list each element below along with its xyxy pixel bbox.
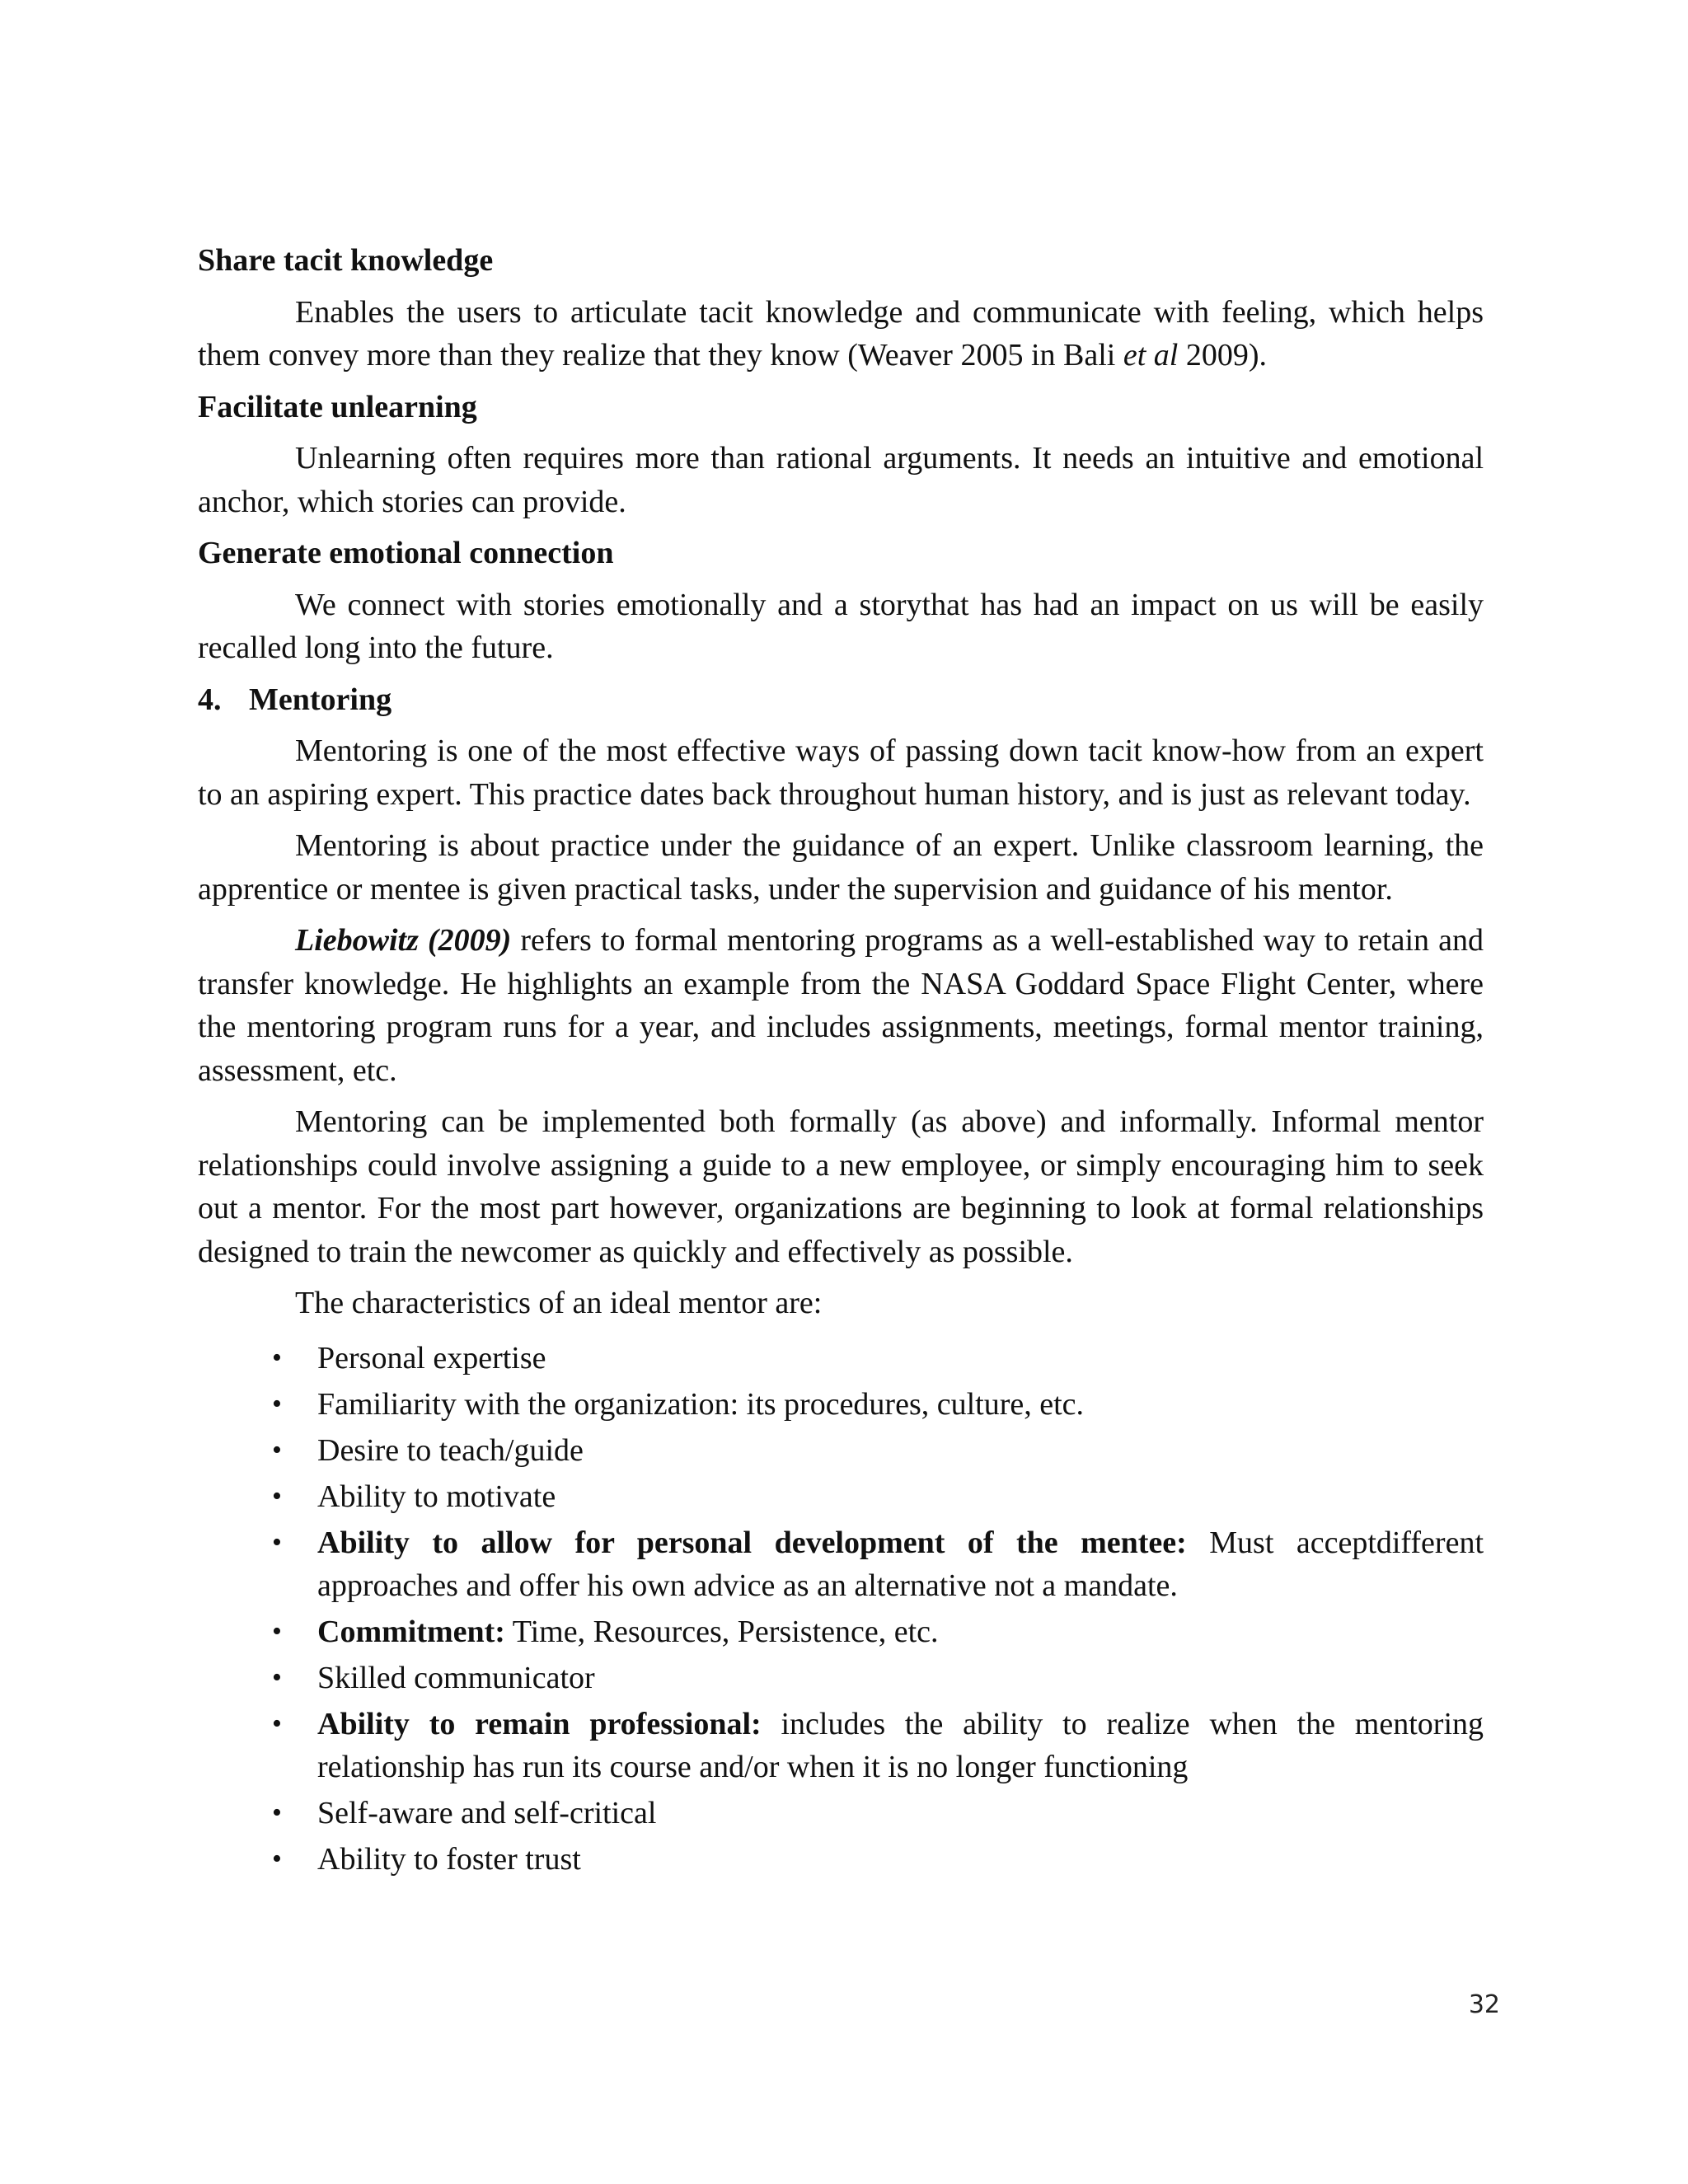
list-item-bold: Commitment: — [317, 1614, 505, 1649]
bullet-icon: • — [272, 1797, 282, 1828]
paragraph-text: Enables the users to articulate tacit knowledge and communicate with feeling, which helps them convey more than they realize that they know (Weaver 2005 in Bali — [198, 294, 1484, 373]
bullet-icon: • — [272, 1480, 282, 1511]
list-item — [198, 1475, 1484, 1518]
section-number: 4. — [198, 682, 222, 717]
list-item-text: Must acceptdifferent approaches and offer his own advice as an alternative not a mandate. — [317, 1525, 1484, 1603]
paragraph-share-tacit-knowledge — [198, 291, 1484, 377]
list-item — [198, 1383, 1484, 1426]
bullet-icon: • — [272, 1661, 282, 1693]
list-item-text: Skilled communicator — [317, 1660, 595, 1695]
list-item-text: Desire to teach/guide — [317, 1432, 584, 1468]
list-item-text: Ability to motivate — [317, 1479, 556, 1514]
list-item-text: Personal expertise — [317, 1340, 546, 1376]
paragraph-text: refers to formal mentoring programs as a well-established way to retain and transfer knowledge. He highlights an example from the NASA Goddard Space Flight Center, where the mentoring program runs for a year, and includes assignments, meetings, formal mentor training, assessment, etc. — [198, 923, 1484, 1088]
bullet-icon: • — [272, 1342, 282, 1373]
paragraph-mentoring-1: Mentoring is one of the most effective ways of passing down tacit know-how from an expert to an aspiring expert. This practice dates back throughout human history, and is just as relevant today. — [198, 733, 1484, 812]
bullet-icon: • — [272, 1388, 282, 1419]
list-item-bold: Ability to remain professional: — [317, 1706, 762, 1741]
section-title: Mentoring — [249, 682, 392, 717]
section-heading-mentoring — [198, 678, 1484, 722]
page-content — [198, 239, 1484, 1884]
paragraph-facilitate-unlearning: Unlearning often requires more than rational arguments. It needs an intuitive and emotional anchor, which stories can provide. — [198, 441, 1484, 519]
list-item-text: Familiarity with the organization: its procedures, culture, etc. — [317, 1386, 1085, 1422]
section-heading-facilitate-unlearning: Facilitate unlearning — [198, 389, 477, 424]
bullet-icon: • — [272, 1526, 282, 1558]
list-item-bold: Ability to allow for personal development of the mentee: — [317, 1525, 1187, 1560]
paragraph-text-end: 2009). — [1178, 338, 1267, 373]
list-item — [198, 1337, 1484, 1380]
paragraph-mentoring-2: Mentoring is about practice under the guidance of an expert. Unlike classroom learning, the apprentice or mentee is given practical tasks, under the supervision and guidance of his mentor. — [198, 828, 1484, 907]
section-heading-emotional-connection: Generate emotional connection — [198, 536, 614, 570]
bullet-icon: • — [272, 1434, 282, 1465]
citation-et-al: et al — [1123, 338, 1179, 373]
paragraph-mentoring-4: Mentoring can be implemented both formally (as above) and informally. Informal mentor relationships could involve assigning a guide to a new employee, or simply encouraging him to seek out a mentor. For the most part however, organizations are beginning to look at formal relationships designed to train the newcomer as quickly and effectively as possible. — [198, 1104, 1484, 1269]
paragraph-mentoring-3 — [198, 919, 1484, 1092]
list-item — [198, 1703, 1484, 1788]
list-item — [198, 1792, 1484, 1835]
list-item-text: Time, Resources, Persistence, etc. — [504, 1614, 939, 1649]
list-item-text: includes the ability to realize when the mentoring relationship has run its course and/or when it is no longer functioning — [317, 1706, 1484, 1784]
section-heading-share-tacit-knowledge: Share tacit knowledge — [198, 243, 494, 278]
list-item — [198, 1657, 1484, 1699]
mentor-characteristics-list — [198, 1337, 1484, 1881]
bullet-icon: • — [272, 1843, 282, 1874]
paragraph-emotional-connection: We connect with stories emotionally and a storythat has had an impact on us will be easily recalled long into the future. — [198, 587, 1484, 665]
list-item — [198, 1521, 1484, 1607]
page-number: 32 — [1468, 1990, 1500, 2019]
list-item-text: Ability to foster trust — [317, 1841, 581, 1877]
bullet-icon: • — [272, 1708, 282, 1739]
citation-liebowitz: Liebowitz (2009) — [295, 923, 512, 958]
list-item — [198, 1610, 1484, 1653]
bullet-icon: • — [272, 1615, 282, 1647]
list-item-text: Self-aware and self-critical — [317, 1795, 657, 1830]
list-item — [198, 1838, 1484, 1881]
list-item — [198, 1429, 1484, 1472]
paragraph-mentoring-5: The characteristics of an ideal mentor are: — [295, 1286, 823, 1320]
